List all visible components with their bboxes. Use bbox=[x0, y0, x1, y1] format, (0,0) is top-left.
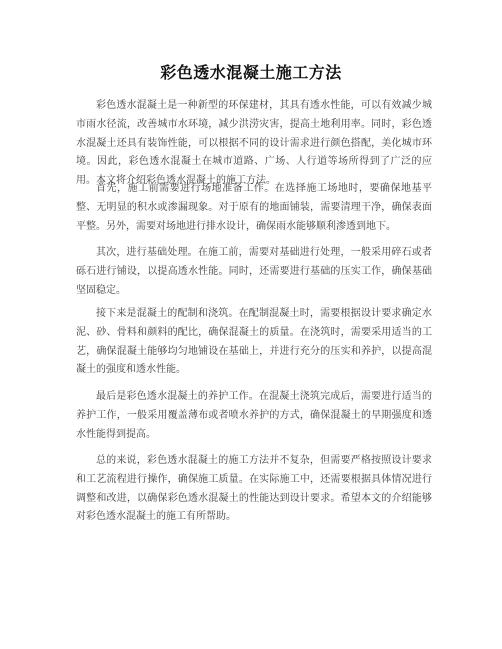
paragraph-curing: 最后是彩色透水混凝土的养护工作。在混凝土浇筑完成后，需要进行适当的养护工作，一般采用覆盖薄布或者喷水养护的方式，确保混凝土的早期强度和透水性能得到提高。 bbox=[76, 391, 432, 440]
paragraph-foundation: 其次，进行基础处理。在施工前，需要对基础进行处理，一般采用碎石或者砾石进行铺设，以提高透水性能。同时，还需要进行基础的压实工作，确保基础坚固稳定。 bbox=[76, 247, 432, 296]
paragraph-site-preparation: 首先，施工前需要进行场地准备工作。在选择施工场地时，要确保地基平整、无明显的积水或渗漏现象。对于原有的地面铺装，需要清理干净，确保表面平整。另外，需要对场地进行排水设计，确保雨水能够顺利渗透到地下。 bbox=[76, 183, 432, 232]
paragraph-mixing-pouring: 接下来是混凝土的配制和浇筑。在配制混凝土时，需要根据设计要求确定水泥、砂、骨料和颜料的配比，确保混凝土的质量。在浇筑时，需要采用适当的工艺，确保混凝土能够均匀地铺设在基础上，并进行充分的压实和养护，以提高混凝土的强度和透水性能。 bbox=[76, 308, 432, 376]
paragraph-conclusion: 总的来说，彩色透水混凝土的施工方法并不复杂，但需要严格按照设计要求和工艺流程进行操作，确保施工质量。在实际施工中，还需要根据具体情况进行调整和改进，以确保彩色透水混凝土的性能达到设计要求。希望本文的介绍能够对彩色透水混凝土的施工有所帮助。 bbox=[76, 455, 432, 523]
page-title: 彩色透水混凝土施工方法 bbox=[160, 63, 342, 82]
paragraph-intro: 彩色透水混凝土是一种新型的环保建材，其具有透水性能，可以有效减少城市雨水径流，改善城市水环境，减少洪涝灾害，提高土地利用率。同时，彩色透水混凝土还具有装饰性能，可以根据不同的设计需求进行颜色搭配，美化城市环境。因此，彩色透水混凝土在城市道路、广场、人行道等场所得到了广泛的应用。本文将介绍彩色透水混凝土的施工方法。 bbox=[76, 100, 432, 187]
